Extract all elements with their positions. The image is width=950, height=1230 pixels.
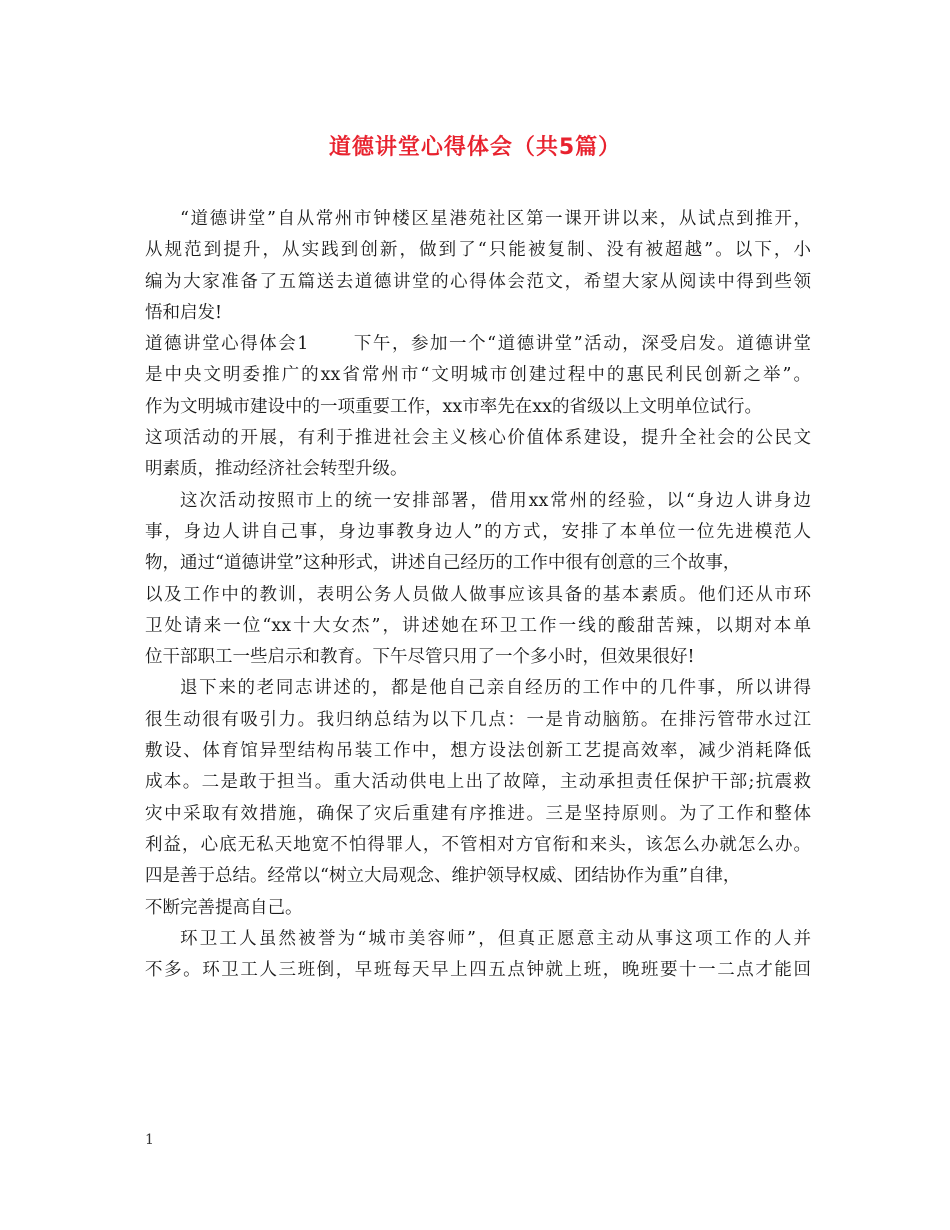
line-text: 不断完善提高自己。 xyxy=(145,897,303,918)
text-line xyxy=(145,893,811,924)
line-text: 道德讲堂心得体会1 xyxy=(145,334,309,355)
document-title: 道德讲堂心得体会（共5篇） xyxy=(328,135,622,160)
document-body xyxy=(145,204,811,986)
line-text: 成本。二是敢于担当。重大活动供电上出了故障，主动承担责任保护干部;抗震救 xyxy=(145,772,811,793)
line-text: 以及工作中的教训，表明公务人员做人做事应该具备的基本素质。他们还从市环 xyxy=(145,584,811,605)
line-text: 作为文明城市建设中的一项重要工作，xx市率先在xx的省级以上文明单位试行。 xyxy=(145,396,762,417)
text-line xyxy=(145,955,811,986)
text-line xyxy=(145,830,811,861)
line-text: 从规范到提升，从实践到创新，做到了“只能被复制、没有被超越”。以下，小 xyxy=(145,240,811,261)
text-line xyxy=(145,924,811,955)
line-text: 敷设、体育馆异型结构吊装工作中，想方设法创新工艺提高效率，减少消耗降低 xyxy=(145,741,811,762)
text-line xyxy=(145,517,811,548)
line-text: 物，通过“道德讲堂”这种形式，讲述自己经历的工作中很有创意的三个故事， xyxy=(145,553,741,574)
text-line xyxy=(145,486,811,517)
text-line xyxy=(145,392,811,423)
page-number: 1 xyxy=(145,1132,154,1148)
text-line xyxy=(145,705,811,736)
line-text: 灾中采取有效措施，确保了灾后重建有序推进。三是坚持原则。为了工作和整体 xyxy=(145,803,811,824)
line-text: 卫处请来一位“xx十大女杰”，讲述她在环卫工作一线的酸甜苦辣，以期对本单 xyxy=(145,615,811,636)
line-text: 环卫工人虽然被誉为“城市美容师”，但真正愿意主动从事这项工作的人并 xyxy=(180,928,811,949)
text-line xyxy=(145,673,811,704)
text-line xyxy=(145,580,811,611)
line-text: 退下来的老同志讲述的，都是他自己亲自经历的工作中的几件事，所以讲得 xyxy=(180,678,811,699)
line-text: “道德讲堂”自从常州市钟楼区星港苑社区第一课开讲以来，从试点到推开， xyxy=(180,209,811,229)
text-line xyxy=(145,204,811,235)
text-line xyxy=(145,329,811,360)
text-line xyxy=(145,454,811,485)
line-text-tail: 下午，参加一个“道德讲堂”活动，深受启发。道德讲堂 xyxy=(352,334,811,355)
text-line xyxy=(145,861,811,892)
line-text: 编为大家准备了五篇送去道德讲堂的心得体会范文，希望大家从阅读中得到些领 xyxy=(145,271,811,292)
line-text: 四是善于总结。经常以“树立大局观念、维护领导权威、团结协作为重”自律， xyxy=(145,866,741,887)
line-text: 这项活动的开展，有利于推进社会主义核心价值体系建设，提升全社会的公民文 xyxy=(145,428,811,449)
line-text: 利益，心底无私天地宽不怕得罪人，不管相对方官衔和来头，该怎么办就怎么办。 xyxy=(145,834,811,855)
text-line xyxy=(145,360,811,391)
text-line xyxy=(145,235,811,266)
line-text: 这次活动按照市上的统一安排部署，借用xx常州的经验，以“身边人讲身边 xyxy=(180,490,811,511)
text-line xyxy=(145,267,811,298)
text-line xyxy=(145,767,811,798)
line-text: 不多。环卫工人三班倒，早班每天早上四五点钟就上班，晚班要十一二点才能回 xyxy=(145,960,811,981)
text-line xyxy=(145,548,811,579)
line-text: 位干部职工一些启示和教育。下午尽管只用了一个多小时，但效果很好! xyxy=(145,647,695,668)
text-line xyxy=(145,611,811,642)
line-text: 明素质，推动经济社会转型升级。 xyxy=(145,459,408,480)
text-line xyxy=(145,642,811,673)
text-line xyxy=(145,298,811,329)
line-text: 悟和启发! xyxy=(145,302,223,323)
text-line xyxy=(145,799,811,830)
line-text: 事，身边人讲自己事，身边事教身边人”的方式，安排了本单位一位先进模范人 xyxy=(145,521,811,542)
text-line xyxy=(145,736,811,767)
line-text: 是中央文明委推广的xx省常州市“文明城市创建过程中的惠民利民创新之举”。 xyxy=(145,365,811,386)
line-text: 很生动很有吸引力。我归纳总结为以下几点：一是肯动脑筋。在排污管带水过江 xyxy=(145,709,811,730)
text-line xyxy=(145,423,811,454)
